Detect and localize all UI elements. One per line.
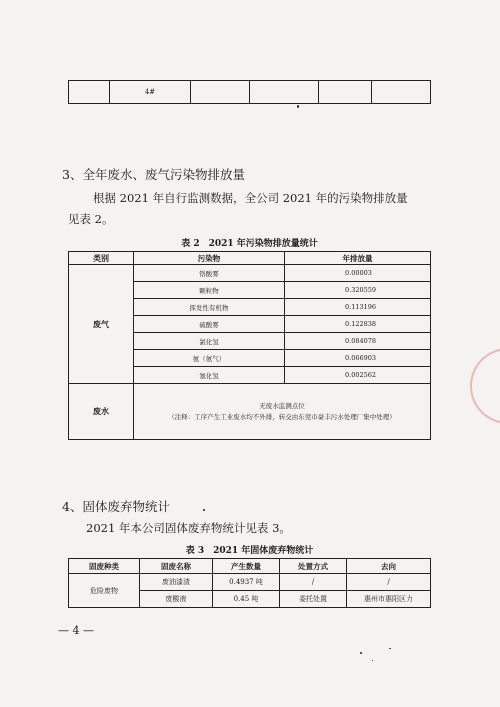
emission-value: 0.00003 <box>285 265 431 282</box>
water-note-line1: 无废水监测点位 <box>259 401 305 410</box>
table-row <box>69 574 431 591</box>
pollutant-name: 氯化氢 <box>134 333 285 350</box>
official-seal-stamp <box>470 348 500 424</box>
table-header: 污染物 <box>134 252 285 265</box>
pollutant-name: 颗粒物 <box>134 282 285 299</box>
table-2-caption: 表 2 2021 年污染物排放量统计 <box>181 239 318 249</box>
emission-value: 0.066903 <box>285 350 431 367</box>
section-4-heading: 4、固体废弃物统计 <box>62 499 170 514</box>
pollutant-name: 铬酸雾 <box>134 265 285 282</box>
category-air: 废气 <box>69 265 134 384</box>
emission-value: 0.002562 <box>285 367 431 384</box>
disposal-method: 委托处置 <box>280 591 347 608</box>
table-header: 固废名称 <box>140 559 213 574</box>
table-cell: 4# <box>110 81 191 104</box>
emission-value: 0.320559 <box>285 282 431 299</box>
section-3-paragraph-line1: 根据 2021 年自行监测数据，全公司 2021 年的污染物排放量 <box>93 191 408 205</box>
table-header: 年排放量 <box>285 252 431 265</box>
pollutant-name: 氰化氢 <box>134 367 285 384</box>
table-3-caption: 表 3 2021 年固体废弃物统计 <box>185 546 314 556</box>
emission-value: 0.084078 <box>285 333 431 350</box>
table-header: 去向 <box>347 559 431 574</box>
scan-speck <box>372 660 373 661</box>
waste-name: 废油漆渣 <box>140 574 213 591</box>
table-header: 类别 <box>69 252 134 265</box>
table-row <box>69 384 431 440</box>
scan-speck <box>360 652 362 654</box>
section-3-paragraph-line2: 见表 2。 <box>68 212 114 226</box>
waste-amount: 0.4937 吨 <box>213 574 280 591</box>
table-header: 固废种类 <box>69 559 140 574</box>
category-water: 废水 <box>69 384 134 440</box>
section-3-heading: 3、全年废水、废气污染物排放量 <box>62 167 245 182</box>
page-number: — 4 — <box>58 624 94 637</box>
previous-table-fragment <box>68 80 431 104</box>
destination: 惠州市惠阳区力 <box>347 591 431 608</box>
destination: / <box>347 574 431 591</box>
scan-speck <box>389 648 391 649</box>
solid-waste-table <box>68 558 431 608</box>
section-4-paragraph: 2021 年本公司固体废弃物统计见表 3。 <box>86 521 291 535</box>
water-note-line2: （注释：工序产生工业废水均不外排，转交由东莞市豪丰污水处理厂集中处理） <box>168 412 396 421</box>
scan-speck <box>203 509 205 511</box>
pollutant-name: 挥发性有机物 <box>134 299 285 316</box>
emission-value: 0.113196 <box>285 299 431 316</box>
waste-category: 危险废物 <box>69 574 140 608</box>
pollutant-name: 硫酸雾 <box>134 316 285 333</box>
table-row <box>69 265 431 282</box>
pollutant-name: 氨（氨气） <box>134 350 285 367</box>
waste-amount: 0.45 吨 <box>213 591 280 608</box>
table-header: 产生数量 <box>213 559 280 574</box>
disposal-method: / <box>280 574 347 591</box>
pollutant-emission-table <box>68 251 431 440</box>
table-header: 处置方式 <box>280 559 347 574</box>
emission-value: 0.122838 <box>285 316 431 333</box>
scan-speck <box>297 105 299 108</box>
water-note-cell <box>134 384 431 440</box>
waste-name: 废酸液 <box>140 591 213 608</box>
